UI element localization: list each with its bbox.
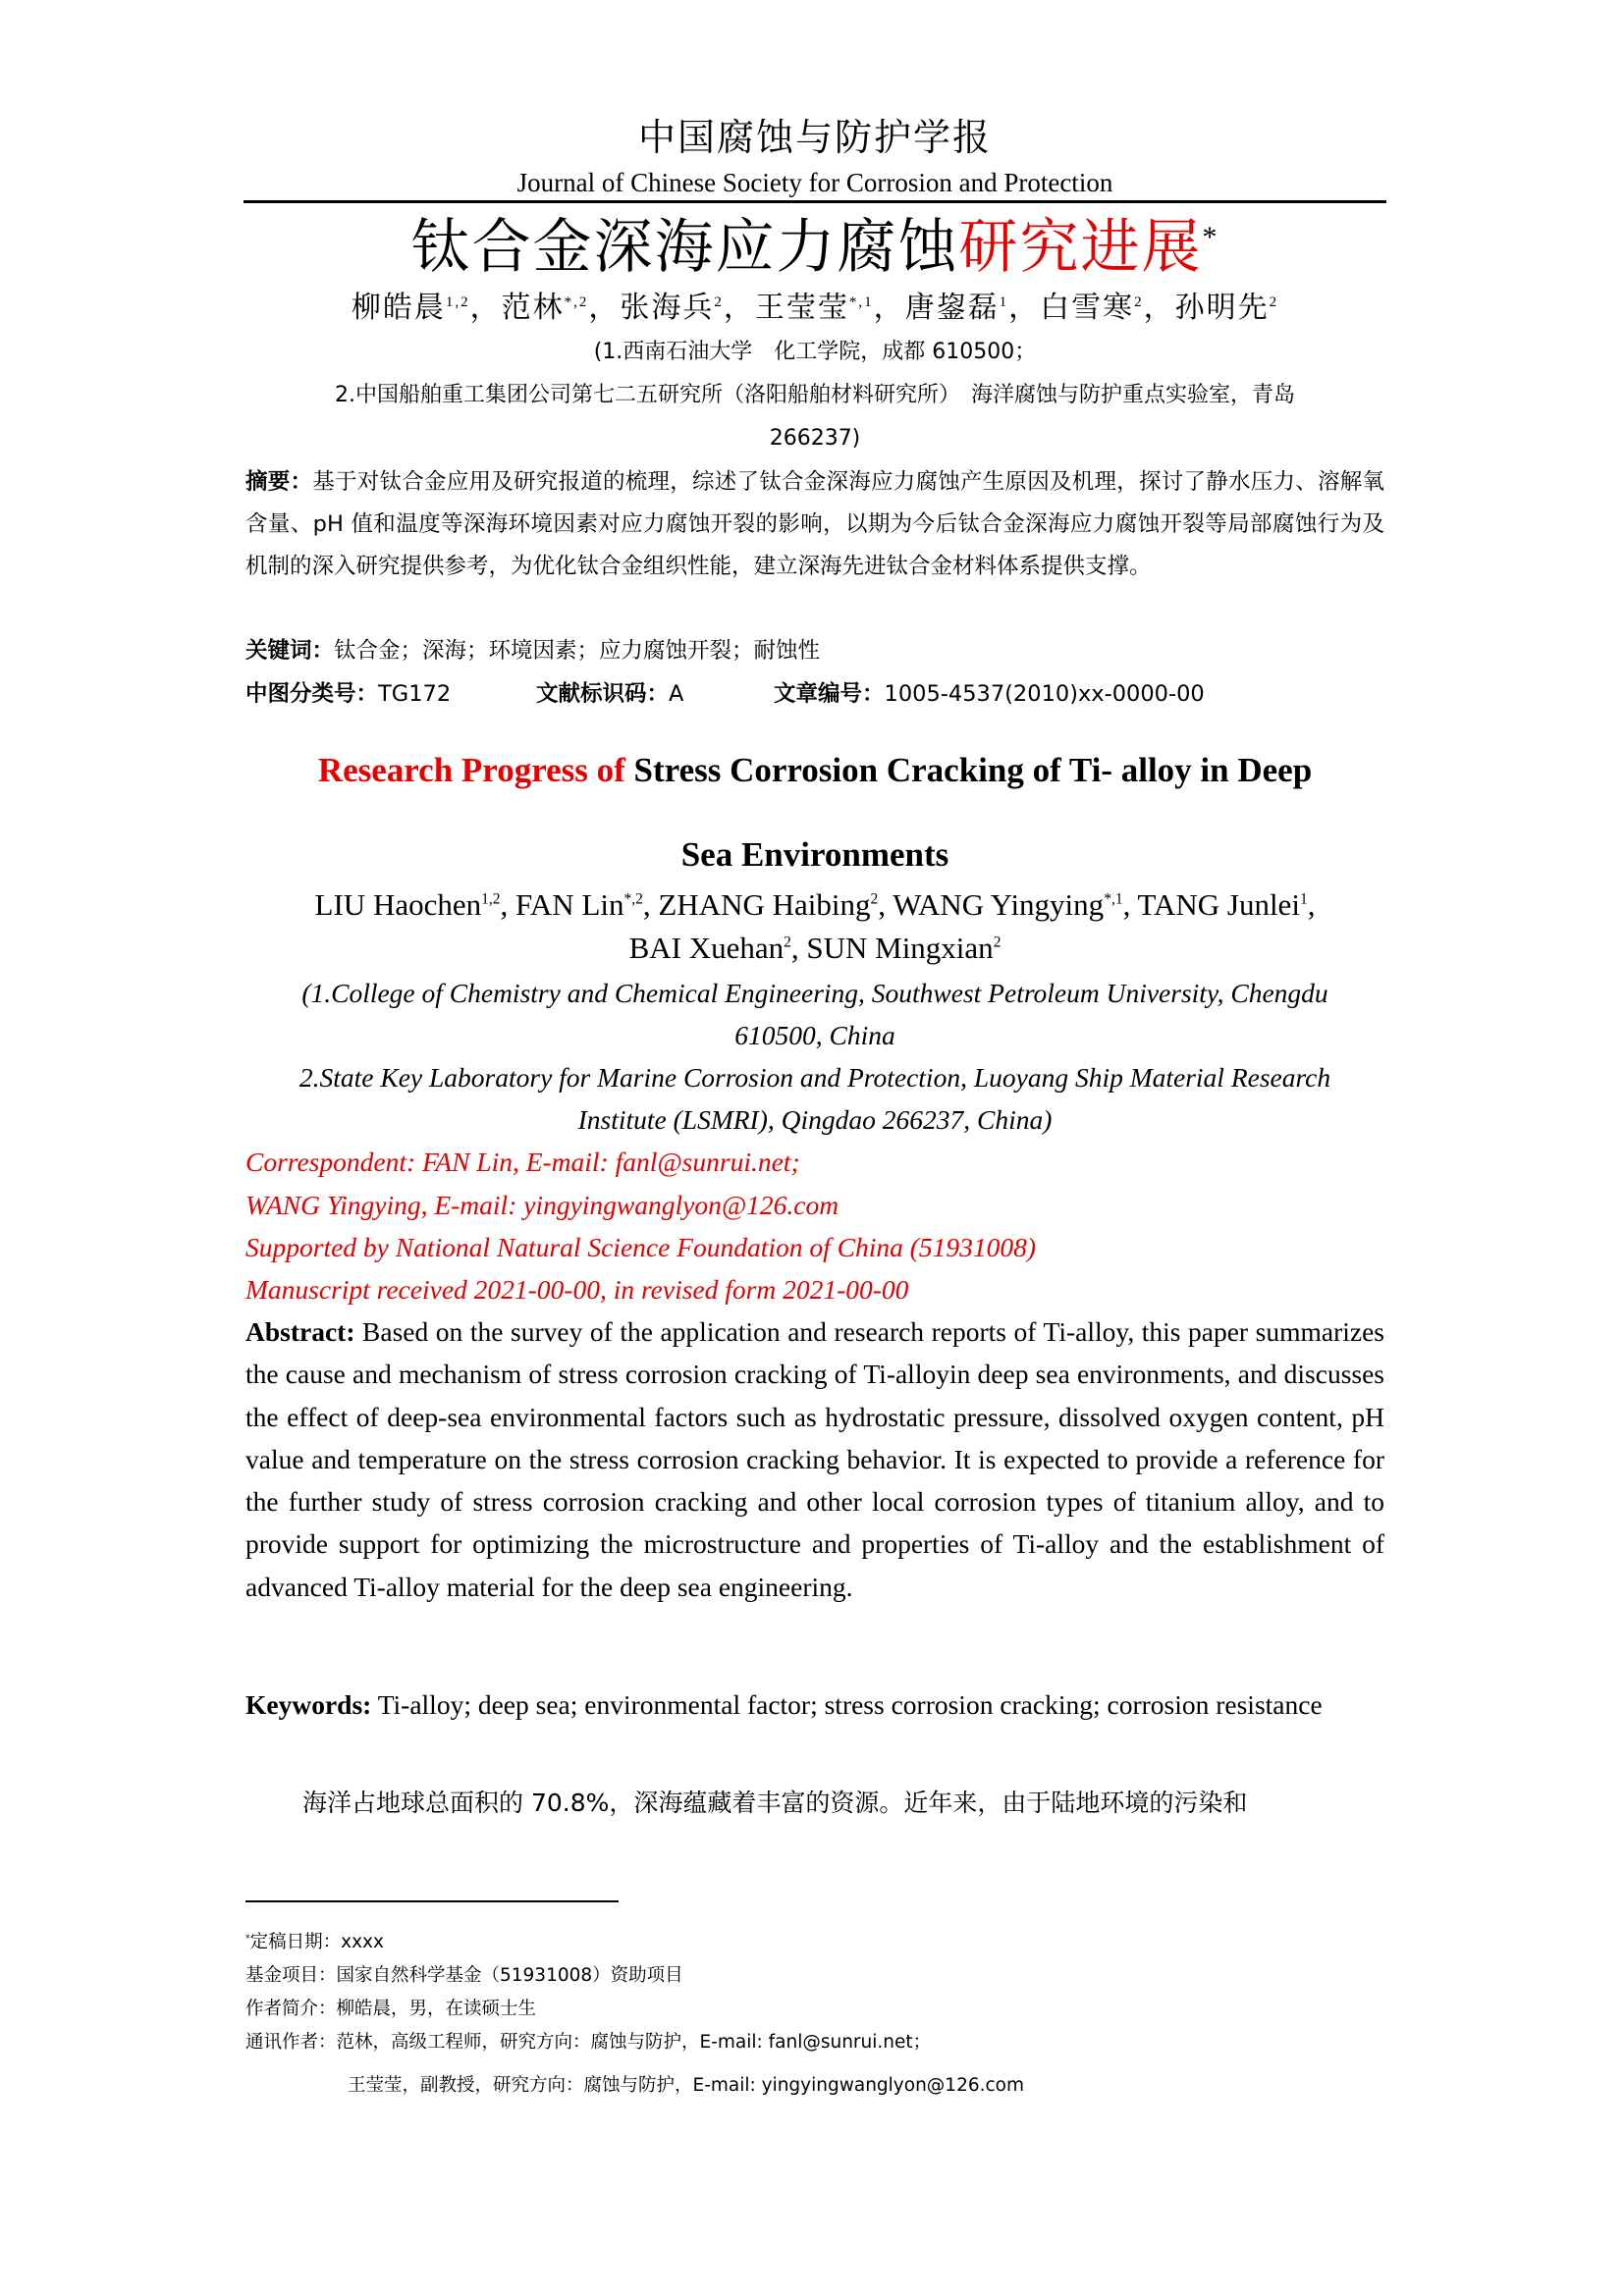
affiliation-en-2-line1: 2.State Key Laboratory for Marine Corrosion and Protection, Luoyang Ship Material Research [298,1062,1331,1093]
abstract-cn-label: 摘要： [245,469,313,495]
author-en-name: BAI Xuehan [628,931,785,965]
title-en-line1-rest: Stress Corrosion Cracking of Ti- alloy in Deep [624,751,1313,789]
author-en [806,931,1001,965]
authors-cn [245,287,1384,330]
authors-en [245,883,1384,970]
keywords-cn [245,630,1384,672]
footnote-funding: 基金项目：国家自然科学基金（51931008）资助项目 [245,1965,683,1986]
author-cn-sup: 2 [1134,294,1144,310]
author-cn-sep: ， [1008,292,1041,324]
title-cn-footnote-mark: * [1202,221,1219,253]
affiliation-en-1-line1: (1.College of Chemistry and Chemical Engineering, Southwest Petroleum University, Chengdu [301,978,1328,1008]
affiliation-en-1 [245,972,1384,1056]
author-cn [755,292,905,324]
body-paragraph-1: 海洋占地球总面积的 70.8%，深海蕴藏着丰富的资源。近年来，由于陆地环境的污染和 [302,1789,1248,1817]
author-en-sep: , [1122,887,1138,922]
manuscript-received-line: Manuscript received 2021-00-00, in revised form 2021-00-00 [245,1274,909,1305]
author-en-sup: 2 [870,890,879,908]
author-cn-sup: *,1 [848,294,874,310]
abstract-cn [245,461,1384,588]
author-en [629,931,807,965]
author-cn-name: 范林 [501,292,565,324]
correspondent-line-2: WANG Yingying, E-mail: yingyingwanglyon@126.com [245,1190,839,1220]
abstract-en [245,1310,1384,1608]
journal-name-cn: 中国腐蚀与防护学报 [637,118,992,159]
author-cn-sup: 1,2 [445,294,470,310]
author-en-sep: , [1307,887,1316,922]
author-cn-name: 唐鋆磊 [904,292,1000,324]
author-cn-sep: ， [1143,292,1175,324]
footnote-correspondent-2: 王莹莹，副教授，研究方向：腐蚀与防护，E-mail: yingyingwanglyon@126.com [348,2075,1025,2096]
affiliation-cn-3: 266237) [769,426,861,451]
author-en-sup: 1 [1299,890,1308,908]
author-cn [502,292,621,324]
author-cn-name: 柳皓晨 [351,292,446,324]
author-cn-name: 白雪寒 [1040,292,1135,324]
author-en [658,887,893,922]
author-en [1138,887,1316,922]
title-cn-part1: 钛合金深海应力腐蚀 [410,215,959,280]
author-cn [620,292,755,324]
abstract-en-text: Based on the survey of the application and research reports of Ti-alloy, this paper summarizes the cause and mechanism of stress corrosion cracking of Ti-alloyin deep sea environments, and discusses the effect of deep-sea environmental factors such as hydrostatic pressure, dissolved oxygen content, pH value and temperature on the stress corrosion cracking behavior. It is expected to provide a reference for the further study of stress corrosion cracking and other local corrosion types of titanium alloy, and to provide support for optimizing the microstructure and properties of Ti-alloy and the establishment of advanced Ti-alloy material for the deep sea engineering. [245,1316,1384,1602]
funding-line: Supported by National Natural Science Foundation of China (51931008) [245,1232,1037,1262]
affiliation-en-2 [245,1056,1384,1141]
title-en-line2: Sea Environments [680,835,949,874]
footnote-date [245,1926,1384,1959]
doc-code-field [536,673,774,716]
footnote-correspondent-1: 通讯作者：范林，高级工程师，研究方向：腐蚀与防护，E-mail: fanl@sunrui.net； [245,2032,932,2053]
author-en-sup: 2 [993,934,1001,951]
author-cn [1040,292,1175,324]
affiliation-en-1-line2: 610500, China [734,1020,895,1050]
author-en [515,887,658,922]
footnote-mark: * [245,1932,250,1944]
affiliation-cn-2: 2.中国船舶重工集团公司第七二五研究所（洛阳船舶材料研究所） 海洋腐蚀与防护重点实验室，青岛 [335,383,1295,407]
abstract-cn-text: 基于对钛合金应用及研究报道的梳理，综述了钛合金深海应力腐蚀产生原因及机理，探讨了静水压力、溶解氧含量、pH 值和温度等深海环境因素对应力腐蚀开裂的影响，以期为今后钛合金深海应力腐蚀开裂等局部腐蚀行为及机制的深入研究提供参考，为优化钛合金组织性能，建立深海先进钛合金材料体系提供支撑。 [245,469,1384,579]
author-cn-sep: ， [873,292,905,324]
author-en-name: LIU Haochen [314,887,482,922]
journal-name-en: Journal of Chinese Society for Corrosion and Protection [516,168,1113,197]
author-cn [1175,292,1279,324]
keywords-en [245,1674,1384,1735]
author-cn-sep: ， [588,292,621,324]
clc-value: TG172 [378,681,452,707]
author-cn-sup: 2 [714,294,724,310]
author-en-name: TANG Junlei [1137,887,1300,922]
author-en [315,887,515,922]
footnote-rule [245,1900,619,1902]
footnote-author-bio: 作者简介：柳皓晨，男，在读硕士生 [245,1999,537,2019]
author-en-name: FAN Lin [514,887,624,922]
author-cn-sep: ， [723,292,755,324]
keywords-cn-text: 钛合金；深海；环境因素；应力腐蚀开裂；耐蚀性 [334,638,821,664]
author-cn [905,292,1041,324]
author-cn-name: 孙明先 [1174,292,1270,324]
keywords-en-text: Ti-alloy; deep sea; environmental factor; stress corrosion cracking; corrosion resistance [371,1689,1323,1720]
affiliation-cn-1: (1.西南石油大学 化工学院，成都 610500； [593,340,1037,364]
affiliation-en-2-line2: Institute (LSMRI), Qingdao 266237, China) [577,1104,1053,1135]
classification-line [245,673,1384,716]
author-cn-sup: *,2 [564,294,589,310]
footnote-date-text: 定稿日期：xxxx [249,1932,384,1952]
author-en-sup: 2 [784,934,791,951]
author-en-sup: 1,2 [481,890,501,908]
author-cn-sup: 2 [1269,294,1279,310]
author-en-name: ZHANG Haibing [658,887,871,922]
author-en-sep: , [642,887,659,922]
clc-label: 中图分类号： [245,681,379,707]
author-cn-sep: ， [469,292,502,324]
article-number-field [774,673,1205,716]
author-en-name: WANG Yingying [893,887,1105,922]
author-en-sep: , [878,887,893,922]
title-en [245,728,1384,897]
clc-field [245,673,536,716]
author-cn-sup: 1 [999,294,1009,310]
article-number-value: 1005-4537(2010)xx-0000-00 [884,681,1205,707]
author-en-sup: *,1 [1104,890,1123,908]
author-cn-name: 张海兵 [620,292,715,324]
article-number-label: 文章编号： [774,681,885,707]
keywords-cn-label: 关键词： [245,638,335,664]
title-cn [245,208,1384,287]
title-cn-part2: 研究进展 [958,215,1203,280]
author-cn-name: 王莹莹 [754,292,849,324]
author-en-name: SUN Mingxian [806,931,994,965]
header-rule [244,200,1386,203]
doc-code-value: A [669,681,684,707]
author-en-sup: *,2 [623,890,643,908]
doc-code-label: 文献标识码： [536,681,670,707]
author-en-sep: , [790,931,807,965]
author-en-sep: , [500,887,515,922]
keywords-en-label: Keywords: [245,1689,372,1720]
author-en [893,887,1137,922]
title-en-red-part: Research Progress of [317,751,625,789]
author-cn [352,292,502,324]
abstract-en-label: Abstract: [245,1316,355,1347]
correspondent-line-1: Correspondent: FAN Lin, E-mail: fanl@sunrui.net; [245,1147,800,1177]
